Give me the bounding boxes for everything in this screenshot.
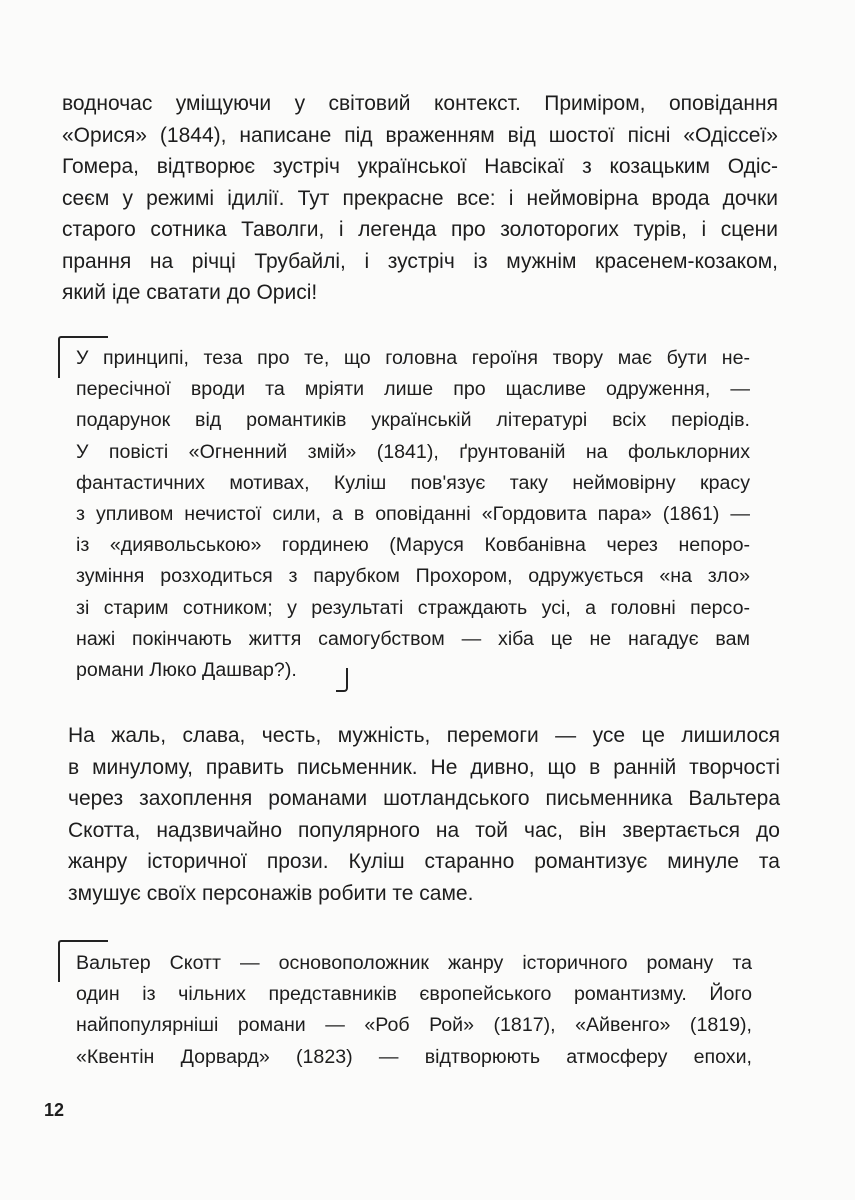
text-line: Скотта, надзвичайно популярного на той час, він звертається до [68, 818, 780, 842]
text-line: в минулому, править письменник. Не дивно, що в ранній творчості [68, 755, 780, 779]
text-line: водночас уміщуючи у світовий контекст. Приміром, оповідання [62, 92, 778, 115]
text-line: Вальтер Скотт — основоположник жанру історичного роману та [76, 952, 752, 974]
aside-note-2 [76, 948, 752, 1073]
text-line: з упливом нечистої сили, а в оповіданні «Гордовита пара» (1861) — [76, 503, 750, 526]
aside-note-1 [76, 343, 750, 686]
text-line: зі старим сотником; у результаті страждають усі, а головні персо- [76, 596, 750, 619]
text-line: найпопулярніші романи — «Роб Рой» (1817), «Айвенго» (1819), [76, 1014, 752, 1037]
text-line: який іде сватати до Орисі! [62, 281, 318, 304]
text-line: У принципі, теза про те, що головна героїня твору має бути не- [76, 347, 750, 369]
text-line: пересічної вроди та мріяти лише про щасливе одруження, — [76, 378, 750, 401]
text-line: змушує своїх персонажів робити те саме. [68, 881, 474, 905]
page-number: 12 [44, 1100, 65, 1120]
text-line: подарунок від романтиків українській літературі всіх періодів. [76, 409, 750, 432]
text-line: Гомера, відтворює зустріч української Навсікаї з козацьким Одіс- [62, 155, 778, 178]
aside-bracket-bottom-right [336, 668, 348, 692]
text-line: із «диявольською» гординею (Маруся Ковбанівна через непоро- [76, 534, 750, 557]
text-line: прання на річці Трубайлі, і зустріч із мужнім красенем-козаком, [62, 249, 778, 273]
text-line: один із чільних представників європейського романтизму. Його [76, 983, 752, 1006]
text-line: «Квентін Дорвард» (1823) — відтворюють атмосферу епохи, [76, 1045, 752, 1068]
text-line: нажі покінчають життя самогубством — хіба це не нагадує вам [76, 627, 750, 650]
text-line: сеєм у режимі ідилії. Тут прекрасне все: і неймовірна врода дочки [62, 186, 778, 210]
text-line: через захоплення романами шотландського письменника Вальтера [68, 787, 780, 810]
body-paragraph-1 [62, 88, 778, 309]
text-line: романи Люко Дашвар?). [76, 659, 297, 682]
text-line: На жаль, слава, честь, мужність, перемоги — усе це лишилося [68, 724, 780, 747]
text-line: «Орися» (1844), написане під враженням від шостої пісні «Одіссеї» [62, 123, 778, 147]
text-line: зуміння розходиться з парубком Прохором, одружується «на зло» [76, 565, 750, 588]
text-line: старого сотника Таволги, і легенда про золоторогих турів, і сцени [62, 218, 778, 241]
text-line: фантастичних мотивах, Куліш пов'язує таку неймовірну красу [76, 471, 750, 494]
text-line: жанру історичної прози. Куліш старанно романтизує минуле та [68, 850, 780, 873]
body-paragraph-2 [68, 720, 780, 909]
text-line: У повісті «Огненний змій» (1841), ґрунтованій на фольклорних [76, 440, 750, 463]
